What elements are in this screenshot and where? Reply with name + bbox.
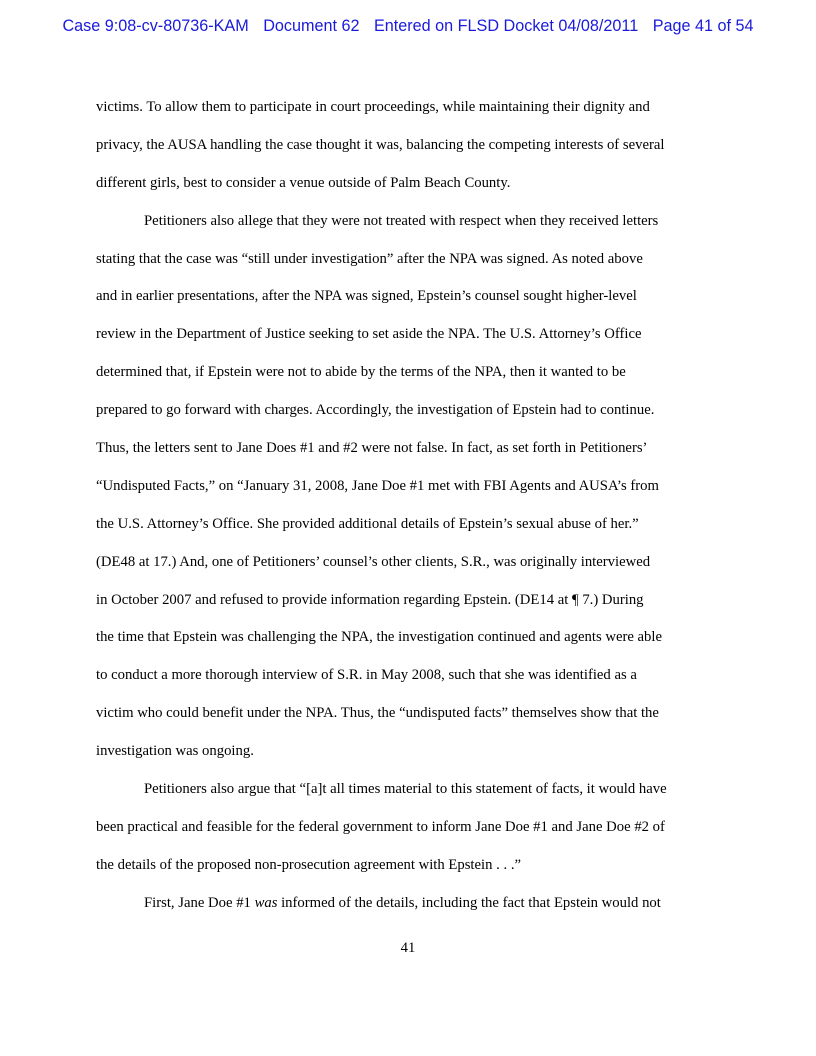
text-line: the details of the proposed non-prosecution agreement with Epstein . . .”	[96, 856, 522, 873]
text-line: investigation was ongoing.	[96, 743, 254, 760]
paragraph-start-line: Petitioners also allege that they were not treated with respect when they received letters	[144, 212, 659, 229]
text-line: (DE48 at 17.) And, one of Petitioners’ counsel’s other clients, S.R., was originally interviewed	[96, 553, 651, 570]
text-line: stating that the case was “still under investigation” after the NPA was signed. As noted above	[96, 250, 643, 267]
text-line: the U.S. Attorney’s Office. She provided additional details of Epstein’s sexual abuse of her.”	[96, 515, 639, 532]
document-number: Document 62	[263, 17, 360, 35]
text-line: privacy, the AUSA handling the case thought it was, balancing the competing interests of several	[96, 136, 665, 153]
page-number: 41	[400, 940, 416, 956]
text-line: Thus, the letters sent to Jane Does #1 and #2 were not false. In fact, as set forth in Petitioners’	[96, 440, 648, 457]
text-line: “Undisputed Facts,” on “January 31, 2008, Jane Doe #1 met with FBI Agents and AUSA’s from	[96, 477, 659, 494]
paragraph-start-line: Petitioners also argue that “[a]t all times material to this statement of facts, it would have	[144, 781, 667, 798]
text-line: different girls, best to consider a venue outside of Palm Beach County.	[96, 174, 511, 191]
text-segment: First, Jane Doe #1	[144, 894, 255, 911]
entered-date: Entered on FLSD Docket 04/08/2011	[373, 17, 639, 35]
emphasized-word: was	[254, 894, 278, 911]
text-line: victim who could benefit under the NPA. Thus, the “undisputed facts” themselves show that the	[96, 705, 659, 722]
paragraph-start-line	[96, 885, 720, 923]
text-line: in October 2007 and refused to provide information regarding Epstein. (DE14 at ¶ 7.) During	[96, 591, 644, 608]
text-line: victims. To allow them to participate in court proceedings, while maintaining their dignity and	[96, 99, 650, 115]
page-of-total: Page 41 of 54	[652, 17, 754, 35]
text-line: and in earlier presentations, after the NPA was signed, Epstein’s counsel sought higher-level	[96, 288, 637, 305]
text-line: been practical and feasible for the federal government to inform Jane Doe #1 and Jane Doe #2 of	[96, 818, 665, 835]
case-number: Case 9:08-cv-80736-KAM	[62, 17, 249, 35]
text-segment: informed of the details, including the fact that Epstein would not	[277, 894, 661, 911]
text-line: determined that, if Epstein were not to abide by the terms of the NPA, then it wanted to be	[96, 364, 626, 381]
text-line: the time that Epstein was challenging the NPA, the investigation continued and agents were able	[96, 629, 663, 646]
text-line: to conduct a more thorough interview of S.R. in May 2008, such that she was identified as a	[96, 667, 637, 684]
body-text	[96, 89, 720, 923]
text-line: prepared to go forward with charges. Accordingly, the investigation of Epstein had to continue.	[96, 402, 655, 419]
docket-header	[0, 17, 816, 36]
text-line: review in the Department of Justice seeking to set aside the NPA. The U.S. Attorney’s Office	[96, 326, 642, 343]
